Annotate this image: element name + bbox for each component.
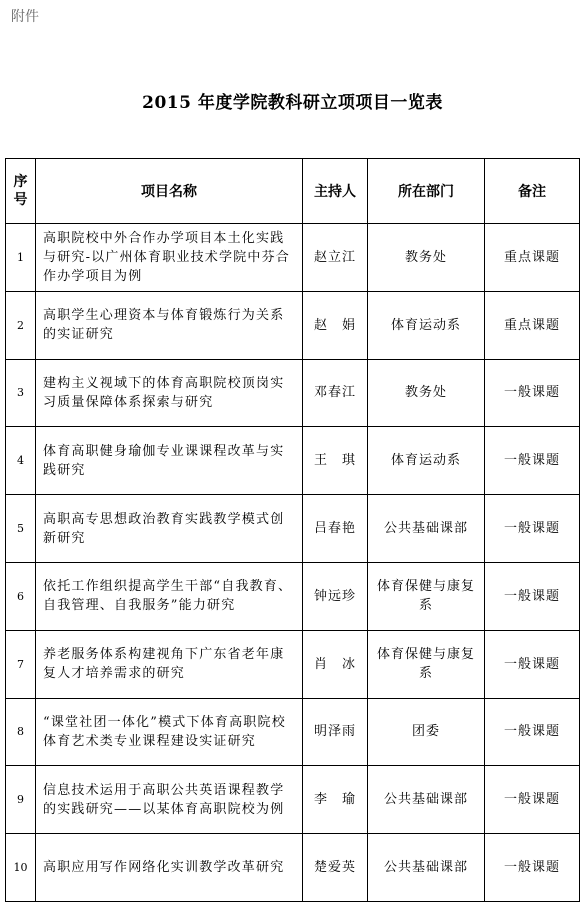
host-cell: 李 瑜 <box>303 766 368 834</box>
department-cell: 教务处 <box>368 224 485 292</box>
note-cell: 一般课题 <box>485 834 580 902</box>
header-department: 所在部门 <box>368 159 485 224</box>
header-project-name: 项目名称 <box>36 159 303 224</box>
note-cell: 一般课题 <box>485 495 580 563</box>
project-name-cell: 建构主义视域下的体育高职院校顶岗实习质量保障体系探索与研究 <box>36 359 303 427</box>
project-name-cell: 信息技术运用于高职公共英语课程教学的实践研究——以某体育高职院校为例 <box>36 766 303 834</box>
row-number: 6 <box>6 562 36 630</box>
department-cell: 体育保健与康复系 <box>368 630 485 698</box>
department-cell: 公共基础课部 <box>368 766 485 834</box>
table-row <box>6 630 580 698</box>
note-cell: 重点课题 <box>485 291 580 359</box>
note-cell: 一般课题 <box>485 562 580 630</box>
table-row <box>6 224 580 292</box>
host-cell: 楚爱英 <box>303 834 368 902</box>
table-row <box>6 834 580 902</box>
header-seq-line2: 号 <box>13 192 28 208</box>
note-cell: 重点课题 <box>485 224 580 292</box>
department-cell: 体育运动系 <box>368 291 485 359</box>
host-cell: 钟远珍 <box>303 562 368 630</box>
header-host: 主持人 <box>303 159 368 224</box>
host-cell: 肖 冰 <box>303 630 368 698</box>
host-cell: 赵立江 <box>303 224 368 292</box>
row-number: 7 <box>6 630 36 698</box>
note-cell: 一般课题 <box>485 630 580 698</box>
department-cell: 体育保健与康复系 <box>368 562 485 630</box>
note-cell: 一般课题 <box>485 766 580 834</box>
row-number: 3 <box>6 359 36 427</box>
row-number: 5 <box>6 495 36 563</box>
header-note: 备注 <box>485 159 580 224</box>
project-name-cell: 高职学生心理资本与体育锻炼行为关系的实证研究 <box>36 291 303 359</box>
project-name-cell: “课堂社团一体化”模式下体育高职院校体育艺术类专业课程建设实证研究 <box>36 698 303 766</box>
host-cell: 吕春艳 <box>303 495 368 563</box>
project-name-cell: 高职院校中外合作办学项目本土化实践与研究-以广州体育职业技术学院中芬合作办学项目为例 <box>36 224 303 292</box>
project-name-cell: 高职应用写作网络化实训教学改革研究 <box>36 834 303 902</box>
table-row <box>6 427 580 495</box>
host-cell: 赵 娟 <box>303 291 368 359</box>
attachment-label: 附件 <box>11 9 39 25</box>
project-table <box>5 158 580 902</box>
table-row <box>6 495 580 563</box>
row-number: 10 <box>6 834 36 902</box>
row-number: 9 <box>6 766 36 834</box>
host-cell: 明泽雨 <box>303 698 368 766</box>
table-row <box>6 766 580 834</box>
page-title: 2015 年度学院教科研立项项目一览表 <box>142 93 443 113</box>
note-cell: 一般课题 <box>485 698 580 766</box>
department-cell: 公共基础课部 <box>368 834 485 902</box>
table-row <box>6 562 580 630</box>
host-cell: 邓春江 <box>303 359 368 427</box>
project-name-cell: 依托工作组织提高学生干部“自我教育、自我管理、自我服务”能力研究 <box>36 562 303 630</box>
department-cell: 公共基础课部 <box>368 495 485 563</box>
row-number: 2 <box>6 291 36 359</box>
header-seq-line1: 序 <box>13 174 28 190</box>
note-cell: 一般课题 <box>485 359 580 427</box>
project-name-cell: 高职高专思想政治教育实践教学模式创新研究 <box>36 495 303 563</box>
row-number: 4 <box>6 427 36 495</box>
header-seq <box>6 159 36 224</box>
department-cell: 教务处 <box>368 359 485 427</box>
table-row <box>6 698 580 766</box>
row-number: 1 <box>6 224 36 292</box>
row-number: 8 <box>6 698 36 766</box>
note-cell: 一般课题 <box>485 427 580 495</box>
table-header-row <box>6 159 580 224</box>
project-name-cell: 养老服务体系构建视角下广东省老年康复人才培养需求的研究 <box>36 630 303 698</box>
department-cell: 团委 <box>368 698 485 766</box>
host-cell: 王 琪 <box>303 427 368 495</box>
department-cell: 体育运动系 <box>368 427 485 495</box>
table-row <box>6 291 580 359</box>
project-name-cell: 体育高职健身瑜伽专业课课程改革与实践研究 <box>36 427 303 495</box>
table-row <box>6 359 580 427</box>
